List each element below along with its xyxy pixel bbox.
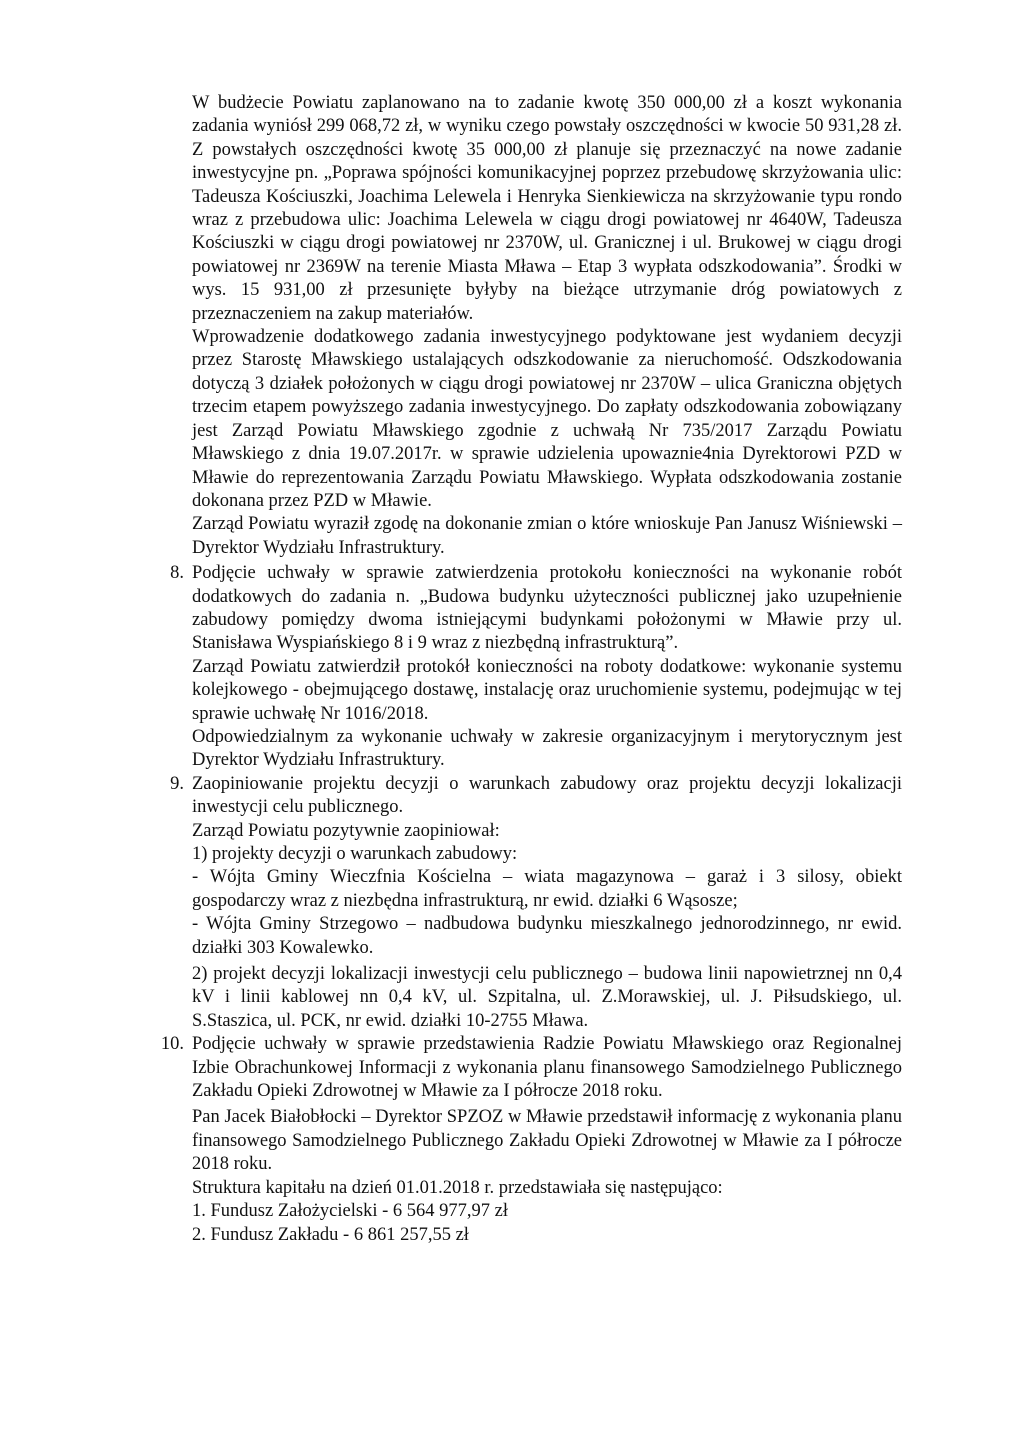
document-body xyxy=(150,92,902,1247)
paragraph-board-consent: Zarząd Powiatu wyraził zgodę na dokonanie zmian o które wnioskuje Pan Janusz Wiśniewski – Dyrektor Wydziału Infrastruktury. xyxy=(192,514,902,558)
item-number: 10. xyxy=(160,1034,184,1055)
item-number: 8. xyxy=(170,563,184,584)
item-9-title: Zaopiniowanie projektu decyzji o warunkach zabudowy oraz projektu decyzji lokalizacji inwestycji celu publicznego. xyxy=(192,773,902,818)
agenda-item-8 xyxy=(170,562,902,773)
agenda-item-10 xyxy=(160,1033,902,1247)
item-9-opinion: Zarząd Powiatu pozytywnie zaopiniował: xyxy=(192,820,500,841)
item-8-title: Podjęcie uchwały w sprawie zatwierdzenia protokołu konieczności na wykonanie robót dodatkowych do zadania n. „Budowa budynku użyteczności publicznej jako uzupełnienie zabudowy pomiędzy dwoma istniejącymi budynkami położonymi w Mławie przy ul. Stanisława Wyspiańskiego 8 i 9 wraz z niezbędną infrastrukturą”. xyxy=(192,563,902,654)
paragraph-budget: W budżecie Powiatu zaplanowano na to zadanie kwotę 350 000,00 zł a koszt wykonania zadania wyniósł 299 068,72 zł, w wyniku czego powstały oszczędności w kwocie 50 931,28 zł. Z powstałych oszczędności kwotę 35 000,00 zł planuje się przeznaczyć na nowe zadanie inwestycyjne pn. „Poprawa spójności komunikacyjnej poprzez przebudowę skrzyżowania ulic: Tadeusza Kościuszki, Joachima Lelewela i Henryka Sienkiewicza na skrzyżowanie typu rondo wraz z przebudowa ulic: Joachima Lelewela w ciągu drogi powiatowej nr 4640W, Tadeusza Kościuszki w ciągu drogi powiatowej nr 2370W, ul. Granicznej i ul. Brukowej w ciągu drogi powiatowej nr 2369W na terenie Miasta Mława – Etap 3 wypłata odszkodowania”. Środki w wys. 15 931,00 zł przesunięte byłyby na bieżące utrzymanie dróg powiatowych z przeznaczeniem na zakup materiałów. xyxy=(192,93,902,324)
item-10-title: Podjęcie uchwały w sprawie przedstawienia Radzie Powiatu Mławskiego oraz Regionalnej Izbie Obrachunkowej Informacji z wykonania planu finansowego Samodzielnego Publicznego Zakładu Opieki Zdrowotnej w Mławie za I półrocze 2018 roku. xyxy=(192,1034,902,1102)
item-9-list-header: 1) projekty decyzji o warunkach zabudowy: xyxy=(192,844,518,864)
item-8-responsible: Odpowiedzialnym za wykonanie uchwały w zakresie organizacyjnym i merytorycznym jest Dyrektor Wydziału Infrastruktury. xyxy=(192,726,902,771)
item-9-entry-strzegowo: - Wójta Gminy Strzegowo – nadbudowa budynku mieszkalnego jednorodzinnego, nr ewid. działki 303 Kowalewko. xyxy=(192,914,902,958)
item-number: 9. xyxy=(170,773,184,794)
item-10-fund-founding: 1. Fundusz Założycielski - 6 564 977,97 zł xyxy=(192,1201,508,1222)
item-10-capital-structure: Struktura kapitału na dzień 01.01.2018 r. przedstawiała się następująco: xyxy=(192,1177,723,1198)
item-10-fund-institution: 2. Fundusz Zakładu - 6 861 257,55 zł xyxy=(192,1224,469,1245)
item-9-entry-public-purpose: 2) projekt decyzji lokalizacji inwestycji celu publicznego – budowa linii napowietrznej nn 0,4 kV i linii kablowej nn 0,4 kV, ul. Szpitalna, ul. Z.Morawskiej, ul. J. Piłsudskiego, ul. S.Staszica, ul. PCK, nr ewid. działki 10-2755 Mława. xyxy=(192,964,902,1031)
item-10-presentation: Pan Jacek Białobłocki – Dyrektor SPZOZ w Mławie przedstawił informację z wykonania planu finansowego Samodzielnego Publicznego Zakładu Opieki Zdrowotnej w Mławie za I półrocze 2018 roku. xyxy=(192,1107,902,1175)
paragraph-additional-task: Wprowadzenie dodatkowego zadania inwestycyjnego podyktowane jest wydaniem decyzji przez Starostę Mławskiego ustalających odszkodowanie za nieruchomość. Odszkodowania dotyczą 3 działek położonych w ciągu drogi powiatowej nr 2370W – ulica Graniczna objętych trzecim etapem powyższego zadania inwestycyjnego. Do zapłaty odszkodowania zobowiązany jest Zarząd Powiatu Mławskiego zgodnie z uchwałą Nr 735/2017 Zarządu Powiatu Mławskiego z dnia 19.07.2017r. w sprawie udzielenia upowaznie4nia Dyrektorowi PZD w Mławie do reprezentowania Zarządu Powiatu Mławskiego. Wypłata odszkodowania zostanie dokonana przez PZD w Mławie. xyxy=(192,327,902,511)
agenda-item-9 xyxy=(170,773,902,1033)
item-9-entry-wieczfnia: - Wójta Gminy Wieczfnia Kościelna – wiata magazynowa – garaż i 3 silosy, obiekt gospodarczy wraz z niezbędna infrastrukturą, nr ewid. działki 6 Wąsosze; xyxy=(192,867,902,911)
item-8-approval: Zarząd Powiatu zatwierdził protokół konieczności na roboty dodatkowe: wykonanie systemu kolejkowego - obejmującego dostawę, instalację oraz uruchomienie systemu, podejmując w tej sprawie uchwałę Nr 1016/2018. xyxy=(192,656,902,724)
